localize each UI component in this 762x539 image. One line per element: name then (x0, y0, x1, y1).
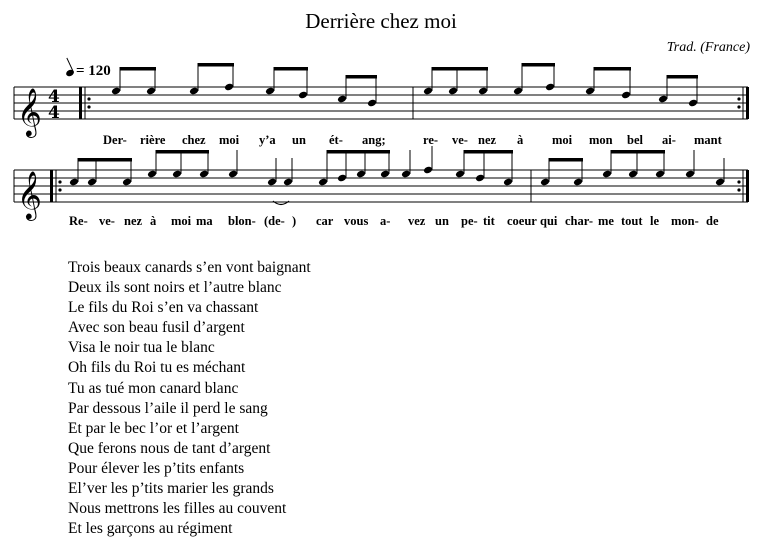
lyric-syllable: qui (540, 214, 558, 228)
note-beam (156, 150, 209, 154)
lyric-syllable: a- (380, 214, 391, 228)
lyric-syllable: le (650, 214, 660, 228)
lyric-syllable: moi (219, 133, 240, 147)
music-score (0, 0, 762, 260)
lyric-syllable: ma (196, 214, 213, 228)
verse-line: Nous mettrons les filles au couvent (68, 500, 287, 518)
verse-line: Avec son beau fusil d’argent (68, 319, 245, 337)
lyric-syllable: char- (565, 214, 593, 228)
lyric-syllable: ang; (362, 133, 386, 147)
verse-line: Visa le noir tua le blanc (68, 339, 215, 357)
staff-system-1 (14, 63, 749, 147)
verse-line: Pour élever les p’tits enfants (68, 459, 245, 477)
lyric-syllable: nez (478, 133, 497, 147)
verses-block (68, 258, 311, 539)
note-beam (346, 75, 377, 79)
lyric-syllable: de (706, 214, 719, 228)
lyric-syllable: ve- (99, 214, 115, 228)
repeat-dot (58, 180, 61, 183)
verse-line: Deux ils sont noirs et l’autre blanc (68, 279, 282, 297)
lyric-syllable: bel (627, 133, 643, 147)
repeat-end-thick (746, 87, 749, 119)
repeat-start-thick (50, 170, 53, 202)
lyric-syllable: tit (483, 214, 495, 228)
lyric-syllable: un (292, 133, 306, 147)
note-beam (549, 158, 583, 162)
repeat-dot (58, 188, 61, 191)
lyric-syllable: moi (171, 214, 192, 228)
repeat-end-thick (746, 170, 749, 202)
lyric-syllable: re- (423, 133, 439, 147)
lyric-syllable: un (435, 214, 449, 228)
lyric-syllable: ét- (329, 133, 343, 147)
repeat-start-thick (79, 87, 82, 119)
treble-clef-icon: 𝄞 (17, 87, 42, 136)
note-beam (198, 63, 234, 67)
verse-line: Trois beaux canards s’en vont baignant (68, 259, 311, 276)
verse-line: Que ferons nous de tant d’argent (68, 439, 271, 457)
lyric-syllable: tout (621, 214, 643, 228)
lyric-syllable: rière (140, 133, 166, 147)
time-signature-top: 4 (48, 87, 60, 107)
treble-clef-icon: 𝄞 (17, 170, 42, 219)
repeat-dot (737, 105, 740, 108)
note-beam (611, 150, 665, 154)
song-title: Derrière chez moi (305, 9, 457, 33)
verse-line: Le fils du Roi s’en va chassant (68, 299, 259, 317)
lyric-syllable: y’a (259, 133, 276, 147)
lyric-syllable: mon- (671, 214, 699, 228)
lyric-syllable: Re- (69, 214, 88, 228)
verse-line: El’ver les p’tits marier les grands (68, 480, 274, 498)
note-beam (274, 67, 308, 71)
verse-line: Et par le bec l’or et l’argent (68, 419, 239, 437)
lyric-syllable: moi (552, 133, 573, 147)
lyric-syllable: coeur (507, 214, 537, 228)
repeat-dot (737, 97, 740, 100)
lyric-syllable: mon (589, 133, 613, 147)
lyric-syllable: ve- (452, 133, 468, 147)
note-beam (432, 67, 488, 71)
note-beam (667, 75, 698, 79)
lyric-syllable: blon- (228, 214, 256, 228)
lyric-syllable: nez (124, 214, 143, 228)
composer-credit: Trad. (France) (666, 40, 750, 55)
verse-line: Et les garçons au régiment (68, 520, 233, 538)
time-signature-bottom: 4 (48, 103, 60, 123)
lyric-syllable: ai- (662, 133, 676, 147)
lyric-syllable: à (517, 133, 524, 147)
staff-system-2 (14, 146, 749, 228)
repeat-dot (87, 97, 90, 100)
lyric-syllable: mant (694, 133, 722, 147)
lyric-syllable: pe- (461, 214, 478, 228)
lyric-syllable: vez (408, 214, 426, 228)
repeat-dot (737, 180, 740, 183)
verse-line: Tu as tué mon canard blanc (68, 379, 239, 397)
lyric-syllable: ) (292, 214, 297, 228)
note-beam (120, 67, 156, 71)
lyric-syllable: me (598, 214, 614, 228)
note-beam (594, 67, 631, 71)
repeat-dot (87, 105, 90, 108)
verse-line: Par dessous l’aile il perd le sang (68, 399, 268, 417)
note-beam (522, 63, 555, 67)
verse-line: Oh fils du Roi tu es méchant (68, 359, 246, 377)
repeat-dot (737, 188, 740, 191)
note-beam (464, 150, 513, 154)
tempo-value: = 120 (76, 63, 111, 79)
note-beam (78, 158, 132, 162)
lyric-syllable: (de- (264, 214, 285, 228)
lyric-syllable: à (150, 214, 157, 228)
lyric-syllable: vous (344, 214, 369, 228)
lyric-syllable: car (316, 214, 334, 228)
lyric-syllable: Der- (103, 133, 127, 147)
note-beam (327, 150, 390, 154)
lyric-syllable: chez (182, 133, 206, 147)
